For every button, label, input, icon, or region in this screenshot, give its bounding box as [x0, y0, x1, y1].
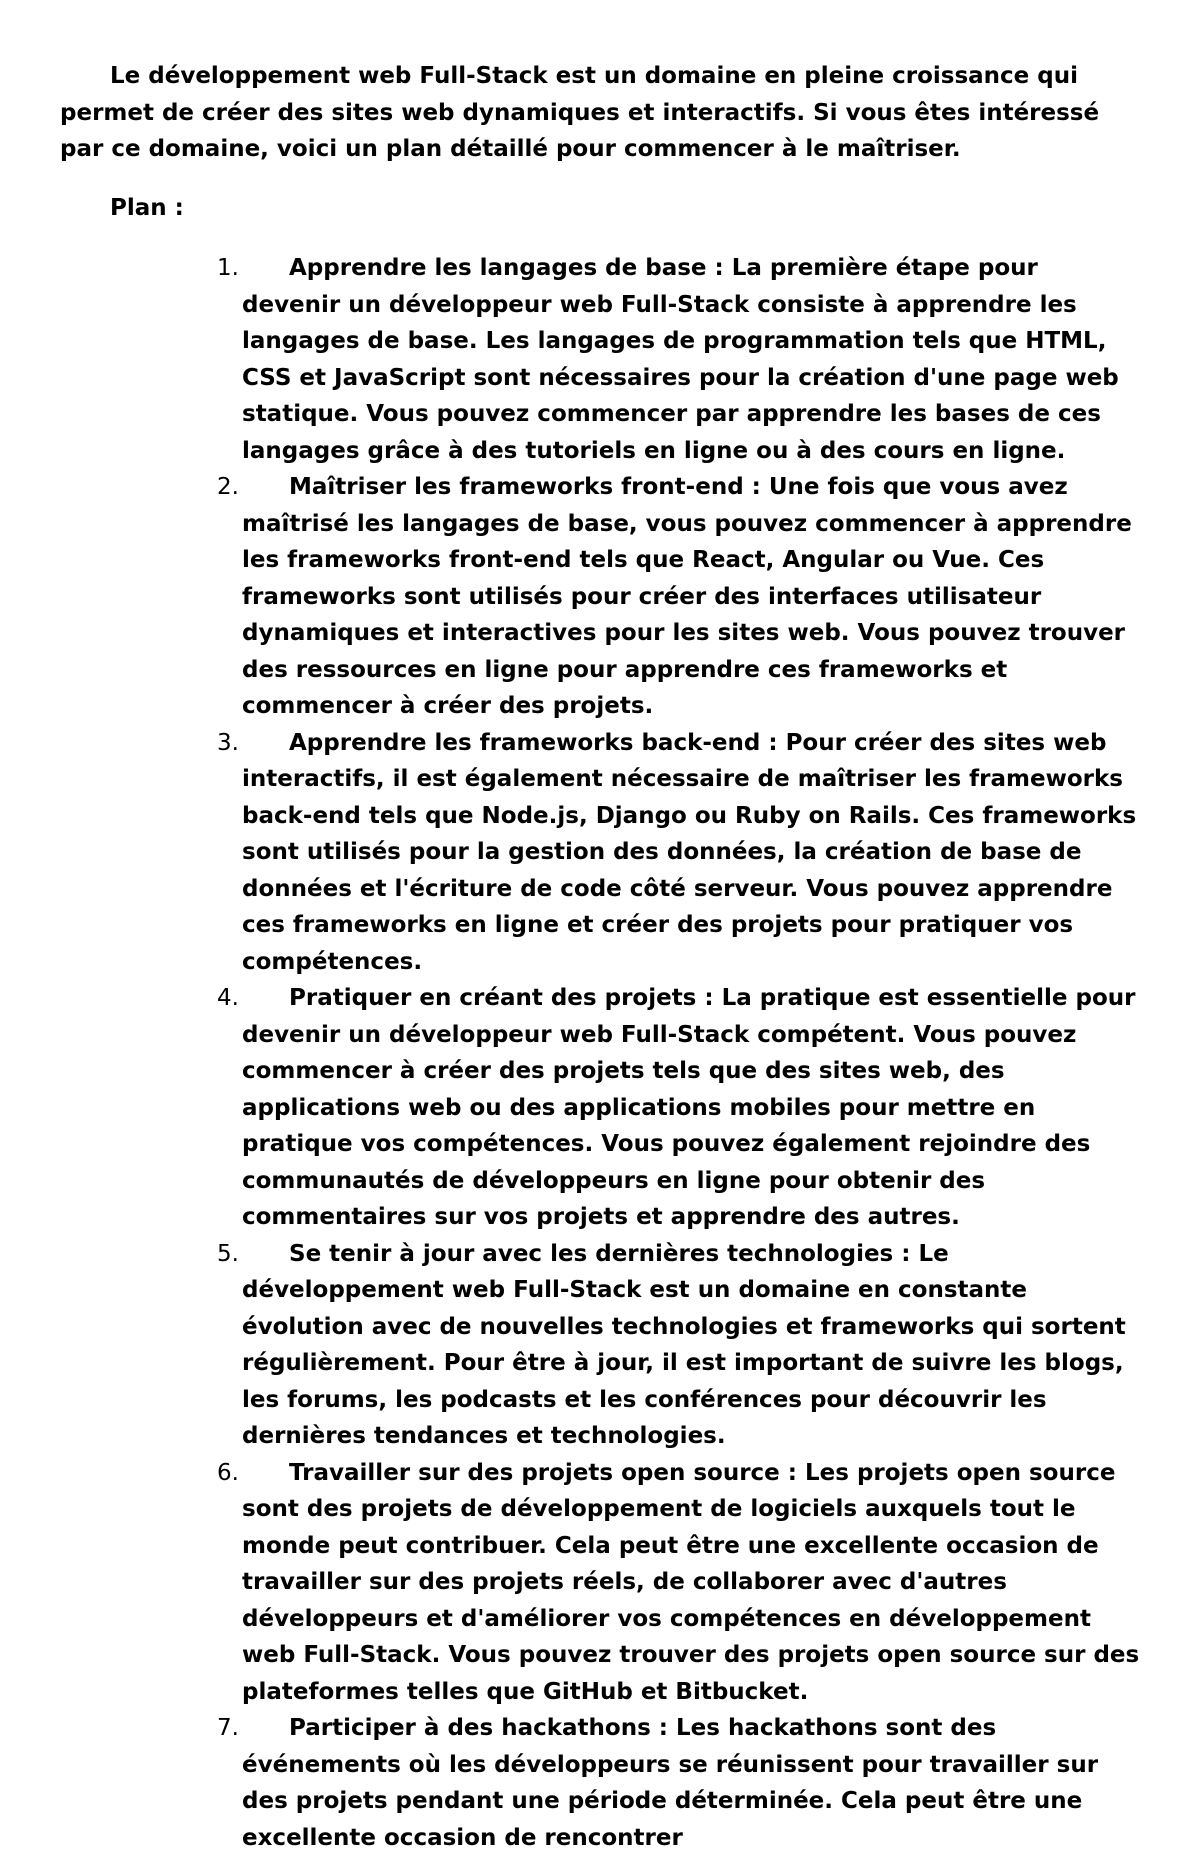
- plan-heading: Plan :: [110, 195, 184, 221]
- list-item-number: 6.: [217, 1459, 239, 1486]
- list-item-number: 5.: [217, 1240, 239, 1267]
- list-item-title: Maîtriser les frameworks front-end :: [289, 474, 769, 500]
- list-item-title: Pratiquer en créant des projets :: [289, 985, 722, 1011]
- list-item-text: La première étape pour devenir un développeur web Full-Stack consiste à apprendre les langages de base. Les langages de programmation tels que HTML, CSS et JavaScript sont nécessaires pour la création d'une page web statique. Vous pouvez commencer par apprendre les bases de ces langages grâce à des tutoriels en ligne ou à des cours en ligne.: [242, 255, 1119, 464]
- plan-list: [0, 250, 1200, 1856]
- list-item-number: 2.: [217, 474, 239, 500]
- list-item-number: 7.: [217, 1715, 239, 1741]
- list-item-title: Apprendre les langages de base :: [289, 255, 732, 281]
- list-item-title: Travailler sur des projets open source :: [289, 1459, 805, 1486]
- list-item-title: Se tenir à jour avec les dernières technologies :: [289, 1240, 919, 1267]
- list-item: [217, 725, 1140, 981]
- list-item: [217, 1710, 1140, 1856]
- list-item-number: 1.: [217, 255, 239, 281]
- intro-paragraph: Le développement web Full-Stack est un domaine en pleine croissance qui permet de créer des sites web dynamiques et interactifs. Si vous êtes intéressé par ce domaine, voici un plan détaillé pour commencer à le maîtriser.: [60, 63, 1100, 162]
- list-item-text: Une fois que vous avez maîtrisé les langages de base, vous pouvez commencer à apprendre les frameworks front-end tels que React, Angular ou Vue. Ces frameworks sont utilisés pour créer des interfaces utilisateur dynamiques et interactives pour les sites web. Vous pouvez trouver des ressources en ligne pour apprendre ces frameworks et commencer à créer des projets.: [242, 474, 1132, 719]
- list-item-text: Les hackathons sont des événements où les développeurs se réunissent pour travailler sur des projets pendant une période déterminée. Cela peut être une excellente occasion de rencontrer: [242, 1715, 1099, 1851]
- list-item: [217, 1236, 1140, 1455]
- list-item: [217, 1455, 1140, 1711]
- list-item-text: La pratique est essentielle pour devenir un développeur web Full-Stack compétent. Vous pouvez commencer à créer des projets tels que des sites web, des applications web ou des applications mobiles pour mettre en pratique vos compétences. Vous pouvez également rejoindre des communautés de développeurs en ligne pour obtenir des commentaires sur vos projets et apprendre des autres.: [242, 985, 1136, 1230]
- list-item: [217, 250, 1140, 469]
- list-item: [217, 469, 1140, 725]
- list-item-number: 4.: [217, 985, 239, 1011]
- list-item-text: Pour créer des sites web interactifs, il est également nécessaire de maîtriser les frameworks back-end tels que Node.js, Django ou Ruby on Rails. Ces frameworks sont utilisés pour la gestion des données, la création de base de données et l'écriture de code côté serveur. Vous pouvez apprendre ces frameworks en ligne et créer des projets pour pratiquer vos compétences.: [242, 729, 1137, 975]
- list-item-number: 3.: [217, 729, 239, 756]
- list-item: [217, 980, 1140, 1236]
- list-item-text: Le développement web Full-Stack est un domaine en constante évolution avec de nouvelles technologies et frameworks qui sortent régulièrement. Pour être à jour, il est important de suivre les blogs, les forums, les podcasts et les conférences pour découvrir les dernières tendances et technologies.: [242, 1240, 1126, 1449]
- list-item-title: Apprendre les frameworks back-end :: [289, 729, 786, 756]
- list-item-title: Participer à des hackathons :: [289, 1715, 676, 1741]
- list-item-text: Les projets open source sont des projets de développement de logiciels auxquels tout le monde peut contribuer. Cela peut être une excellente occasion de travailler sur des projets réels, de collaborer avec d'autres développeurs et d'améliorer vos compétences en développement web Full-Stack. Vous pouvez trouver des projets open source sur des plateformes telles que GitHub et Bitbucket.: [242, 1459, 1140, 1705]
